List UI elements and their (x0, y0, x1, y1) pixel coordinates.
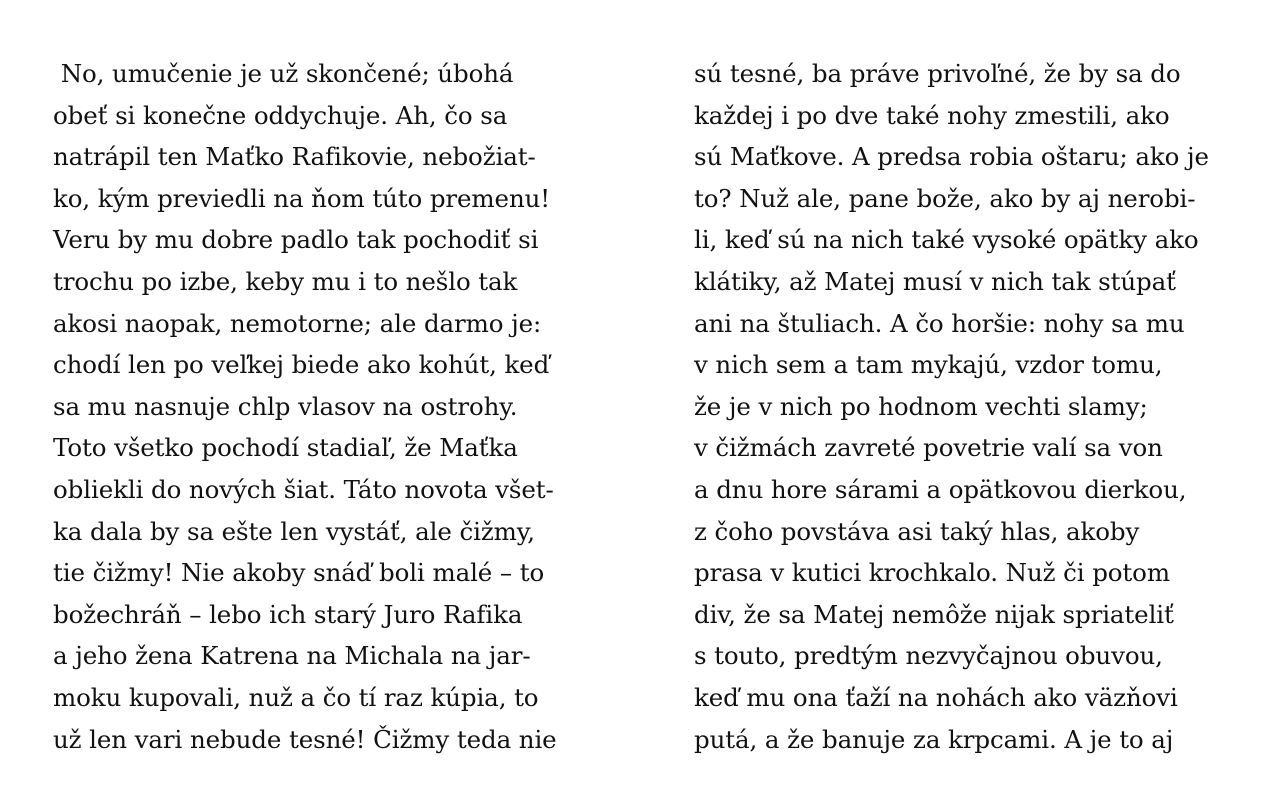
text-line: sú tesné, ba práve privoľné, že by sa do (694, 59, 1181, 88)
text-line: No, umučenie je už skončené; úbohá (53, 59, 514, 88)
text-line: klátiky, až Matej musí v nich tak stúpať (694, 266, 1176, 296)
text-line: a dnu hore sárami a opätkovou dierkou, (694, 474, 1187, 504)
left-text-column (53, 53, 613, 760)
text-line: keď mu ona ťaží na nohách ako väzňovi (694, 682, 1178, 712)
text-line: prasa v kutici krochkalo. Nuž či potom (694, 558, 1170, 588)
text-line: div, že sa Matej nemôže nijak spriateliť (694, 599, 1174, 629)
text-line: Toto všetko pochodí stadiaľ, že Maťka (53, 433, 518, 463)
text-line: už len vari nebude tesné! Čižmy teda nie (53, 724, 557, 754)
text-line: trochu po izbe, keby mu i to nešlo tak (53, 266, 518, 296)
right-text-column (694, 53, 1254, 760)
text-line: ka dala by sa ešte len vystáť, ale čižmy, (53, 516, 535, 546)
text-line: a jeho žena Katrena na Michala na jar- (53, 641, 531, 671)
text-line: li, keď sú na nich také vysoké opätky ako (694, 225, 1199, 255)
text-line: chodí len po veľkej biede ako kohút, keď (53, 350, 550, 380)
text-line: moku kupovali, nuž a čo tí raz kúpia, to (53, 682, 539, 712)
text-line: to? Nuž ale, pane bože, ako by aj nerobi- (694, 183, 1196, 213)
text-line: obeť si konečne oddychuje. Ah, čo sa (53, 100, 508, 130)
text-line: ani na štuliach. A čo horšie: nohy sa mu (694, 308, 1185, 338)
text-line: tie čižmy! Nie akoby snáď boli malé – to (53, 558, 545, 588)
text-line: akosi naopak, nemotorne; ale darmo je: (53, 308, 542, 338)
text-line: v čižmách zavreté povetrie valí sa von (694, 433, 1163, 463)
text-line: obliekli do nových šiat. Táto novota všet- (53, 474, 554, 504)
text-line: natrápil ten Maťko Rafikovie, nebožiat- (53, 142, 536, 172)
text-line: ko, kým previedli na ňom túto premenu! (53, 183, 551, 213)
text-line: z čoho povstáva asi taký hlas, akoby (694, 516, 1140, 546)
text-line: v nich sem a tam mykajú, vzdor tomu, (694, 350, 1163, 380)
text-line: Veru by mu dobre padlo tak pochodiť si (53, 225, 539, 255)
text-line: božechráň – lebo ich starý Juro Rafika (53, 599, 523, 629)
text-line: sú Maťkove. A predsa robia oštaru; ako je (694, 142, 1209, 172)
text-line: že je v nich po hodnom vechti slamy; (694, 391, 1148, 421)
text-line: s touto, predtým nezvyčajnou obuvou, (694, 641, 1163, 671)
text-line: putá, a že banuje za krpcami. A je to aj (694, 724, 1174, 754)
text-line: sa mu nasnuje chlp vlasov na ostrohy. (53, 391, 518, 421)
text-line: každej i po dve také nohy zmestili, ako (694, 100, 1170, 130)
